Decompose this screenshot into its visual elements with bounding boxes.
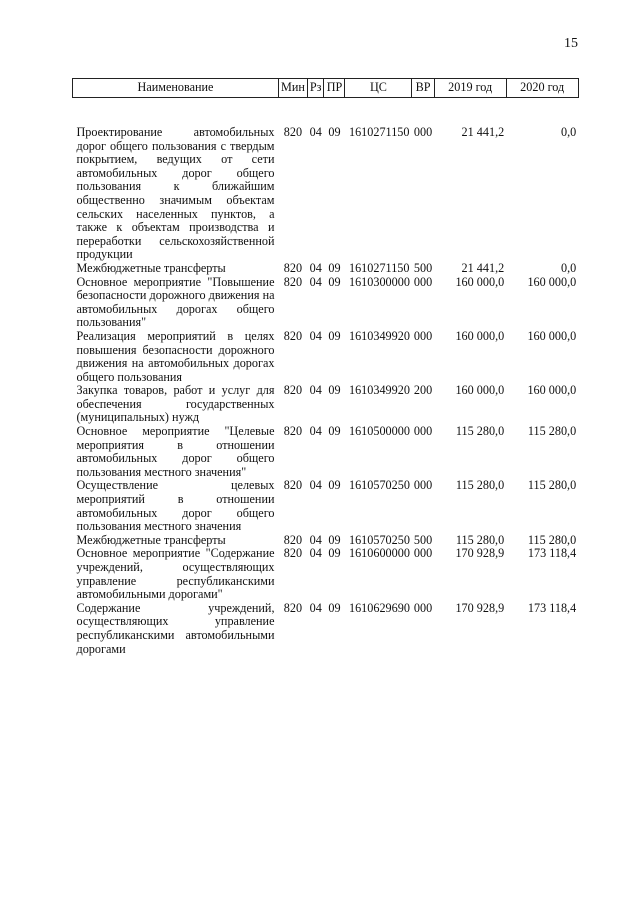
row-min: 820 xyxy=(283,546,303,561)
row-2020: 173 118,4 xyxy=(527,600,577,615)
row-cs: 1610500000 xyxy=(348,424,410,439)
row-2020: 0,0 xyxy=(560,260,577,275)
row-cs: 1610349920 xyxy=(348,328,410,343)
header-pr: ПР xyxy=(324,79,345,98)
row-2019: 115 280,0 xyxy=(455,478,505,493)
row-pr: 09 xyxy=(328,260,341,275)
row-pr: 09 xyxy=(328,125,341,139)
row-2019: 21 441,2 xyxy=(461,125,505,139)
row-rz: 04 xyxy=(309,478,322,493)
row-2019: 170 928,9 xyxy=(455,600,505,615)
row-name: Содержание учреждений, осуществляющих управление республиканскими автомобильными дорогами xyxy=(76,600,275,656)
row-2019: 160 000,0 xyxy=(455,274,505,289)
table-row xyxy=(73,479,579,533)
table-row xyxy=(73,330,579,384)
row-2019: 21 441,2 xyxy=(461,260,505,275)
row-cs: 1610300000 xyxy=(348,274,410,289)
row-rz: 04 xyxy=(309,125,322,139)
row-cs: 1610570250 xyxy=(348,532,410,547)
row-name: Основное мероприятие "Целевые мероприятия в отношении автомобильных дорог общего пользования местного значения" xyxy=(76,424,275,479)
row-2019: 160 000,0 xyxy=(455,383,505,398)
row-pr: 09 xyxy=(328,383,341,398)
row-2019: 115 280,0 xyxy=(455,424,505,439)
row-2020: 173 118,4 xyxy=(527,546,577,561)
row-2020: 115 280,0 xyxy=(527,424,577,439)
row-vr: 000 xyxy=(413,424,433,439)
row-min: 820 xyxy=(283,383,303,398)
row-name: Закупка товаров, работ и услуг для обеспечения государственных (муниципальных) нужд xyxy=(76,383,275,425)
table-row xyxy=(73,547,579,601)
table-row xyxy=(73,384,579,425)
row-2020: 160 000,0 xyxy=(527,328,577,343)
header-name: Наименование xyxy=(73,79,279,98)
row-pr: 09 xyxy=(328,546,341,561)
table-row xyxy=(73,534,579,548)
row-min: 820 xyxy=(283,274,303,289)
row-name: Межбюджетные трансферты xyxy=(76,260,226,275)
row-name: Основное мероприятие "Повышение безопасности дорожного движения на автомобильных дорогах общего пользования" xyxy=(76,274,275,330)
header-cs: ЦС xyxy=(345,79,412,98)
row-2019: 115 280,0 xyxy=(455,532,505,547)
row-rz: 04 xyxy=(309,546,322,561)
row-vr: 000 xyxy=(413,328,433,343)
row-name: Осуществление целевых мероприятий в отношении автомобильных дорог общего пользования местного значения xyxy=(76,478,275,534)
header-2019: 2019 год xyxy=(434,79,506,98)
row-2020: 115 280,0 xyxy=(527,478,577,493)
row-cs: 1610349920 xyxy=(348,383,410,398)
row-cs: 1610600000 xyxy=(348,546,410,561)
header-min: Мин xyxy=(279,79,308,98)
row-pr: 09 xyxy=(328,478,341,493)
row-2019: 170 928,9 xyxy=(455,546,505,561)
row-rz: 04 xyxy=(309,260,322,275)
row-rz: 04 xyxy=(309,532,322,547)
header-rz: Рз xyxy=(307,79,324,98)
header-vr: ВР xyxy=(412,79,434,98)
row-min: 820 xyxy=(283,328,303,343)
row-name: Реализация мероприятий в целях повышения безопасности дорожного движения на автомобильных дорогах общего пользования xyxy=(76,328,275,384)
row-vr: 000 xyxy=(413,125,433,139)
row-rz: 04 xyxy=(309,274,322,289)
row-rz: 04 xyxy=(309,424,322,439)
table-row xyxy=(73,602,579,656)
row-vr: 200 xyxy=(413,383,433,398)
row-vr: 000 xyxy=(413,478,433,493)
row-min: 820 xyxy=(283,478,303,493)
table-row xyxy=(73,276,579,330)
row-vr: 500 xyxy=(413,260,433,275)
row-2020: 160 000,0 xyxy=(527,383,577,398)
row-min: 820 xyxy=(283,600,303,615)
row-name: Основное мероприятие "Содержание учреждений, осуществляющих управление республиканскими автомобильными дорогами" xyxy=(76,546,275,602)
row-name: Проектирование автомобильных дорог общего пользования с твердым покрытием, ведущих от сети автомобильных дорог общего пользования к ближайшим общественно значимым объектам сельских населенных пунктов, а также к объектам производства и переработки сельскохозяйственной продукции xyxy=(76,125,275,262)
row-cs: 1610629690 xyxy=(348,600,410,615)
table-row xyxy=(73,425,579,479)
row-2019: 160 000,0 xyxy=(455,328,505,343)
row-pr: 09 xyxy=(328,600,341,615)
table-row xyxy=(73,98,579,262)
row-pr: 09 xyxy=(328,328,341,343)
row-vr: 000 xyxy=(413,600,433,615)
row-2020: 115 280,0 xyxy=(527,532,577,547)
header-2020: 2020 год xyxy=(506,79,578,98)
row-vr: 000 xyxy=(413,546,433,561)
row-min: 820 xyxy=(283,260,303,275)
budget-table xyxy=(72,78,579,656)
row-pr: 09 xyxy=(328,424,341,439)
row-pr: 09 xyxy=(328,274,341,289)
table-row xyxy=(73,262,579,276)
table-header xyxy=(73,79,579,98)
row-rz: 04 xyxy=(309,328,322,343)
row-2020: 0,0 xyxy=(560,125,577,139)
row-pr: 09 xyxy=(328,532,341,547)
page-number: 15 xyxy=(564,36,578,51)
row-min: 820 xyxy=(283,125,303,139)
row-rz: 04 xyxy=(309,383,322,398)
row-cs: 1610271150 xyxy=(348,260,410,275)
row-vr: 000 xyxy=(413,274,433,289)
row-name: Межбюджетные трансферты xyxy=(76,532,226,547)
row-cs: 1610570250 xyxy=(348,478,410,493)
row-rz: 04 xyxy=(309,600,322,615)
row-vr: 500 xyxy=(413,532,433,547)
row-2020: 160 000,0 xyxy=(527,274,577,289)
row-cs: 1610271150 xyxy=(348,125,410,139)
row-min: 820 xyxy=(283,424,303,439)
row-min: 820 xyxy=(283,532,303,547)
